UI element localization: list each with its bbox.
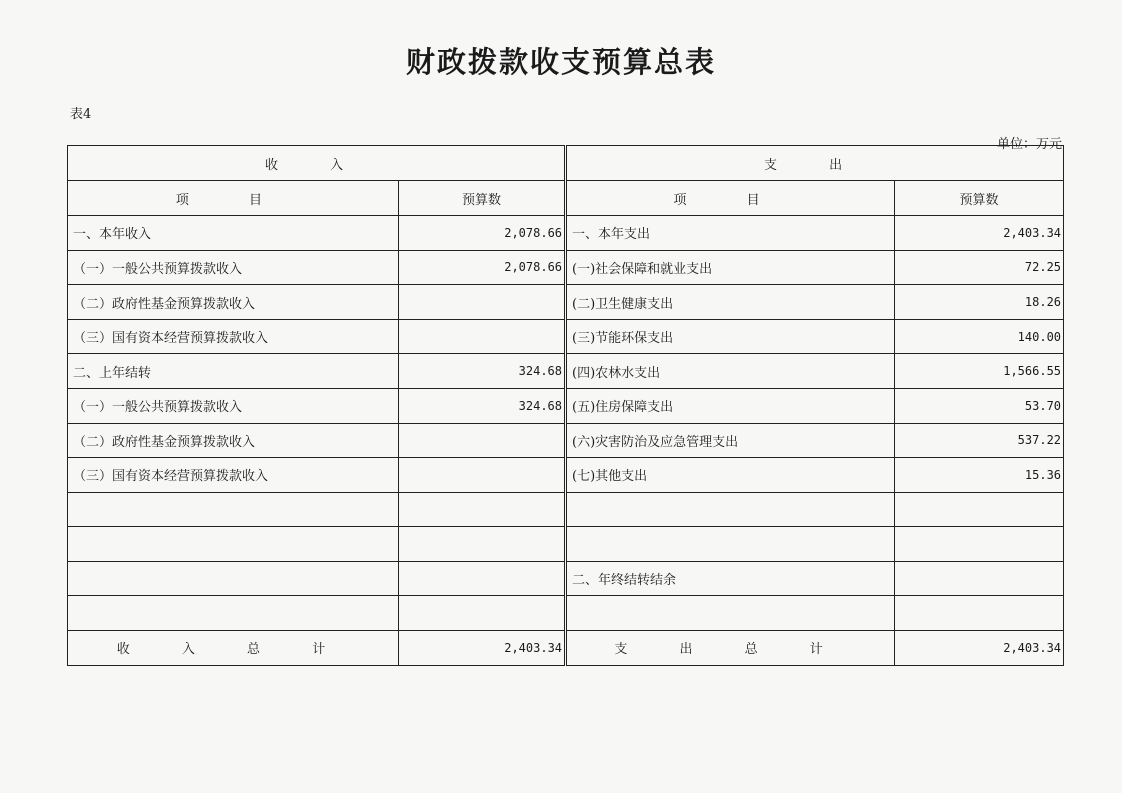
income-amount-cell: 2,078.66 [399, 216, 566, 251]
expense-amount-cell: 72.25 [895, 250, 1064, 285]
expense-item-cell [566, 596, 895, 631]
income-amount-cell [399, 423, 566, 458]
expense-item-cell: 二、年终结转结余 [566, 561, 895, 596]
expense-item-cell: (五)住房保障支出 [566, 388, 895, 423]
expense-amount-cell: 537.22 [895, 423, 1064, 458]
expense-amount-cell [895, 596, 1064, 631]
table-row [68, 423, 1064, 458]
income-amount-cell: 324.68 [399, 354, 566, 389]
income-item-cell [68, 596, 399, 631]
income-amount-cell [399, 319, 566, 354]
income-budget-header: 预算数 [399, 181, 566, 216]
expense-item-cell: 一、本年支出 [566, 216, 895, 251]
expense-amount-cell [895, 561, 1064, 596]
table-row [68, 458, 1064, 493]
expense-amount-cell: 18.26 [895, 285, 1064, 320]
income-amount-cell: 2,078.66 [399, 250, 566, 285]
income-item-header: 项 目 [68, 181, 399, 216]
expense-amount-cell: 53.70 [895, 388, 1064, 423]
income-item-cell: 二、上年结转 [68, 354, 399, 389]
expense-total-label: 支 出 总 计 [566, 630, 895, 665]
expense-item-cell [566, 527, 895, 562]
income-amount-cell [399, 492, 566, 527]
expense-amount-cell [895, 527, 1064, 562]
table-row [68, 285, 1064, 320]
income-amount-cell [399, 561, 566, 596]
expense-budget-header: 预算数 [895, 181, 1064, 216]
expense-item-cell: (一)社会保障和就业支出 [566, 250, 895, 285]
income-item-cell [68, 492, 399, 527]
income-item-cell [68, 527, 399, 562]
income-amount-cell [399, 527, 566, 562]
table-row [68, 319, 1064, 354]
income-amount-cell [399, 458, 566, 493]
table-row [68, 492, 1064, 527]
income-total-amount: 2,403.34 [399, 630, 566, 665]
expense-amount-cell [895, 492, 1064, 527]
expense-amount-cell: 1,566.55 [895, 354, 1064, 389]
table-row [68, 527, 1064, 562]
income-item-cell: （三）国有资本经营预算拨款收入 [68, 458, 399, 493]
table-row [68, 250, 1064, 285]
income-amount-cell [399, 285, 566, 320]
expense-item-header: 项 目 [566, 181, 895, 216]
income-item-cell: （二）政府性基金预算拨款收入 [68, 285, 399, 320]
income-item-cell: 一、本年收入 [68, 216, 399, 251]
totals-row [68, 630, 1064, 665]
budget-table [67, 145, 1064, 666]
income-item-cell [68, 561, 399, 596]
table-row [68, 561, 1064, 596]
unit-label: 单位：万元 [996, 137, 1062, 152]
expense-item-cell [566, 492, 895, 527]
income-header: 收 入 [68, 146, 566, 181]
expense-header: 支 出 [566, 146, 1064, 181]
expense-item-cell: (三)节能环保支出 [566, 319, 895, 354]
expense-item-cell: (七)其他支出 [566, 458, 895, 493]
income-amount-cell [399, 596, 566, 631]
income-item-cell: （二）政府性基金预算拨款收入 [68, 423, 399, 458]
income-amount-cell: 324.68 [399, 388, 566, 423]
income-item-cell: （三）国有资本经营预算拨款收入 [68, 319, 399, 354]
expense-item-cell: (六)灾害防治及应急管理支出 [566, 423, 895, 458]
income-item-cell: （一）一般公共预算拨款收入 [68, 250, 399, 285]
table-row [68, 388, 1064, 423]
table-row [68, 216, 1064, 251]
expense-total-amount: 2,403.34 [895, 630, 1064, 665]
expense-amount-cell: 2,403.34 [895, 216, 1064, 251]
income-item-cell: （一）一般公共预算拨款收入 [68, 388, 399, 423]
page-title: 财政拨款收支预算总表 [405, 45, 716, 79]
table-row [68, 354, 1064, 389]
table-row [68, 596, 1064, 631]
expense-amount-cell: 15.36 [895, 458, 1064, 493]
income-total-label: 收 入 总 计 [68, 630, 399, 665]
expense-item-cell: (四)农林水支出 [566, 354, 895, 389]
expense-item-cell: (二)卫生健康支出 [566, 285, 895, 320]
expense-amount-cell: 140.00 [895, 319, 1064, 354]
table-number: 表4 [70, 107, 92, 122]
